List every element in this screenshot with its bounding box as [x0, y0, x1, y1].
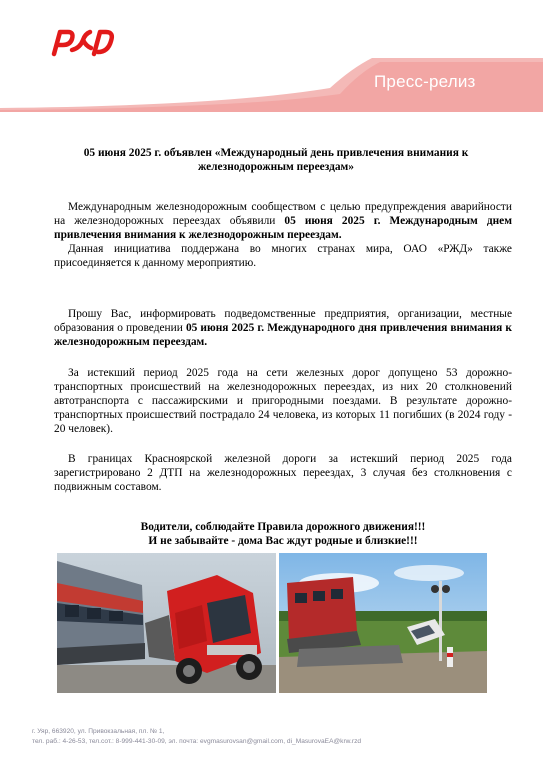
title-line-1: 05 июня 2025 г. объявлен «Международный день привлечения внимания к — [83, 147, 469, 159]
paragraph-regional — [54, 452, 512, 494]
train-truck-collision-photo — [57, 553, 276, 693]
p1-bold: 05 июня 2025 г. Международным днем привлечения внимания к железнодорожным переездам. — [54, 215, 512, 241]
title-line-2: железнодорожным переездам» — [198, 161, 354, 173]
safety-slogan — [54, 520, 512, 548]
press-release-label: Пресс-релиз — [374, 72, 476, 91]
p1-support: Данная инициатива поддержана во многих странах мира, ОАО «РЖД» также присоединяется к данному мероприятию. — [54, 243, 512, 269]
rzd-logo-icon — [50, 26, 116, 58]
footer-address: г. Уяр, 663920, ул. Привокзальная, пл. № 1, — [32, 728, 165, 735]
paragraph-announcement — [54, 200, 512, 270]
page-title — [42, 146, 510, 174]
contact-footer — [32, 727, 512, 747]
p1-text: Международным железнодорожным сообществом с целью предупреждения аварийности на железнодорожных переездах объявили — [54, 201, 512, 227]
p3-text: За истекший период 2025 года на сети железных дорог допущено 53 дорожно-транспортных происшествий на железнодорожных переездах, из них 20 столкновений автотранспорта с пассажирскими и пригородными поездами. В результате дорожно-транспортных происшествий пострадало 24 человека, из которых 11 погибших (в 2024 году - 20 человек). — [54, 367, 512, 435]
footer-contacts: тел. раб.: 4-26-53, тел.сот.: 8-999-441-30-09, эл. почта: evgmasurovsan@gmail.com, di_MasurovaEA@krw.rzd — [32, 738, 362, 745]
slogan-line-1: Водители, соблюдайте Правила дорожного движения!!! — [140, 521, 426, 533]
slogan-line-2: И не забывайте - дома Вас ждут родные и близкие!!! — [148, 535, 418, 547]
derailed-train-crossing-photo — [279, 553, 487, 693]
paragraph-request — [54, 307, 512, 349]
p2-text: Прошу Вас, информировать подведомственные предприятия, организации, местные образования о проведении — [54, 308, 512, 334]
p2-bold: 05 июня 2025 г. Международного дня привлечения внимания к железнодорожным переездам. — [54, 322, 512, 348]
paragraph-statistics — [54, 366, 512, 436]
p4-text: В границах Красноярской железной дороги за истекший период 2025 года зарегистрировано 2 ДТП на железнодорожных переездах, 3 случая без столкновения с подвижным составом. — [54, 453, 512, 493]
